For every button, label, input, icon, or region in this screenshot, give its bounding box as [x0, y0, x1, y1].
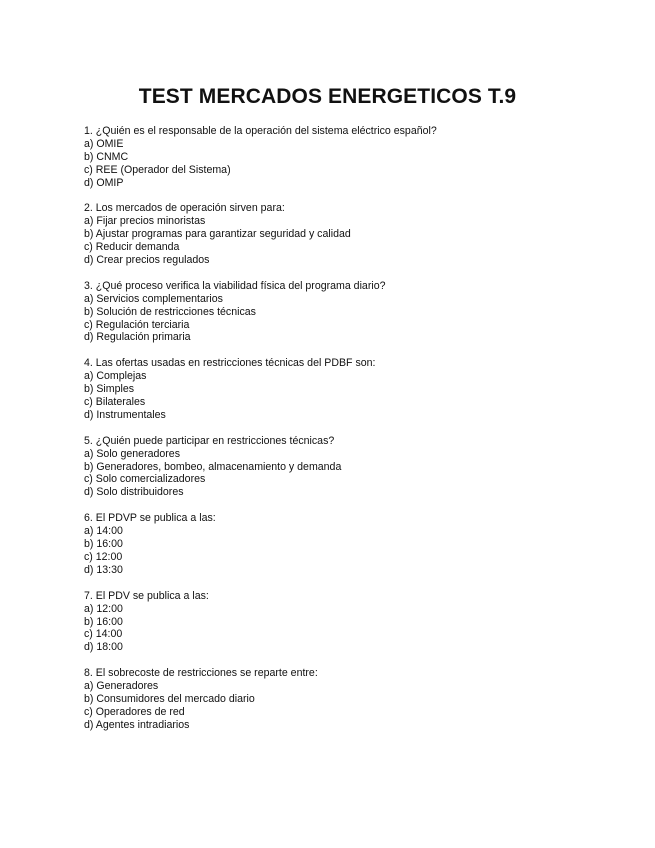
option-b: b) Consumidores del mercado diario: [84, 692, 255, 705]
option-d: d) Agentes intradiarios: [84, 718, 190, 731]
option-a: a) Solo generadores: [84, 447, 180, 460]
option-c: c) Solo comercializadores: [84, 473, 206, 486]
question-block-3: [84, 280, 604, 344]
option-c: c) Operadores de red: [84, 705, 185, 718]
question-text: 7. El PDV se publica a las:: [84, 589, 209, 602]
question-list: [84, 125, 604, 745]
option-a: a) 12:00: [84, 602, 123, 615]
question-text: 2. Los mercados de operación sirven para:: [84, 202, 285, 215]
option-d: d) 18:00: [84, 641, 123, 654]
option-d: d) Crear precios regulados: [84, 254, 210, 267]
question-text: 8. El sobrecoste de restricciones se reparte entre:: [84, 667, 318, 680]
option-a: a) Servicios complementarios: [84, 292, 223, 305]
question-text: 5. ¿Quién puede participar en restricciones técnicas?: [84, 434, 335, 447]
option-d: d) Instrumentales: [84, 408, 166, 421]
question-block-2: [84, 202, 604, 266]
option-d: d) OMIP: [84, 176, 124, 189]
question-text: 4. Las ofertas usadas en restricciones técnicas del PDBF son:: [84, 357, 376, 370]
option-a: a) Complejas: [84, 370, 147, 383]
option-a: a) 14:00: [84, 525, 123, 538]
option-b: b) Simples: [84, 383, 135, 396]
option-b: b) Generadores, bombeo, almacenamiento y demanda: [84, 460, 342, 473]
question-block-1: [84, 125, 604, 189]
option-a: a) Generadores: [84, 680, 159, 693]
option-b: b) Solución de restricciones técnicas: [84, 305, 256, 318]
question-text: 1. ¿Quién es el responsable de la operación del sistema eléctrico español?: [84, 125, 437, 137]
question-block-5: [84, 435, 604, 499]
option-c: c) 14:00: [84, 628, 123, 641]
option-a: a) Fijar precios minoristas: [84, 215, 206, 228]
option-b: b) 16:00: [84, 538, 123, 551]
question-text: 3. ¿Qué proceso verifica la viabilidad física del programa diario?: [84, 279, 386, 292]
option-b: b) Ajustar programas para garantizar seguridad y calidad: [84, 228, 351, 241]
question-block-4: [84, 357, 604, 421]
option-c: c) Bilaterales: [84, 396, 146, 409]
option-c: c) Regulación terciaria: [84, 318, 190, 331]
question-text: 6. El PDVP se publica a las:: [84, 512, 216, 525]
option-b: b) 16:00: [84, 615, 123, 628]
question-block-7: [84, 590, 604, 654]
option-d: d) 13:30: [84, 563, 123, 576]
option-d: d) Regulación primaria: [84, 331, 191, 344]
option-b: b) CNMC: [84, 150, 129, 163]
option-c: c) REE (Operador del Sistema): [84, 163, 231, 176]
question-block-6: [84, 512, 604, 576]
option-a: a) OMIE: [84, 137, 124, 150]
document-title: TEST MERCADOS ENERGETICOS T.9: [138, 85, 517, 108]
question-block-8: [84, 667, 604, 731]
option-d: d) Solo distribuidores: [84, 486, 184, 499]
option-c: c) Reducir demanda: [84, 241, 180, 254]
option-c: c) 12:00: [84, 550, 123, 563]
